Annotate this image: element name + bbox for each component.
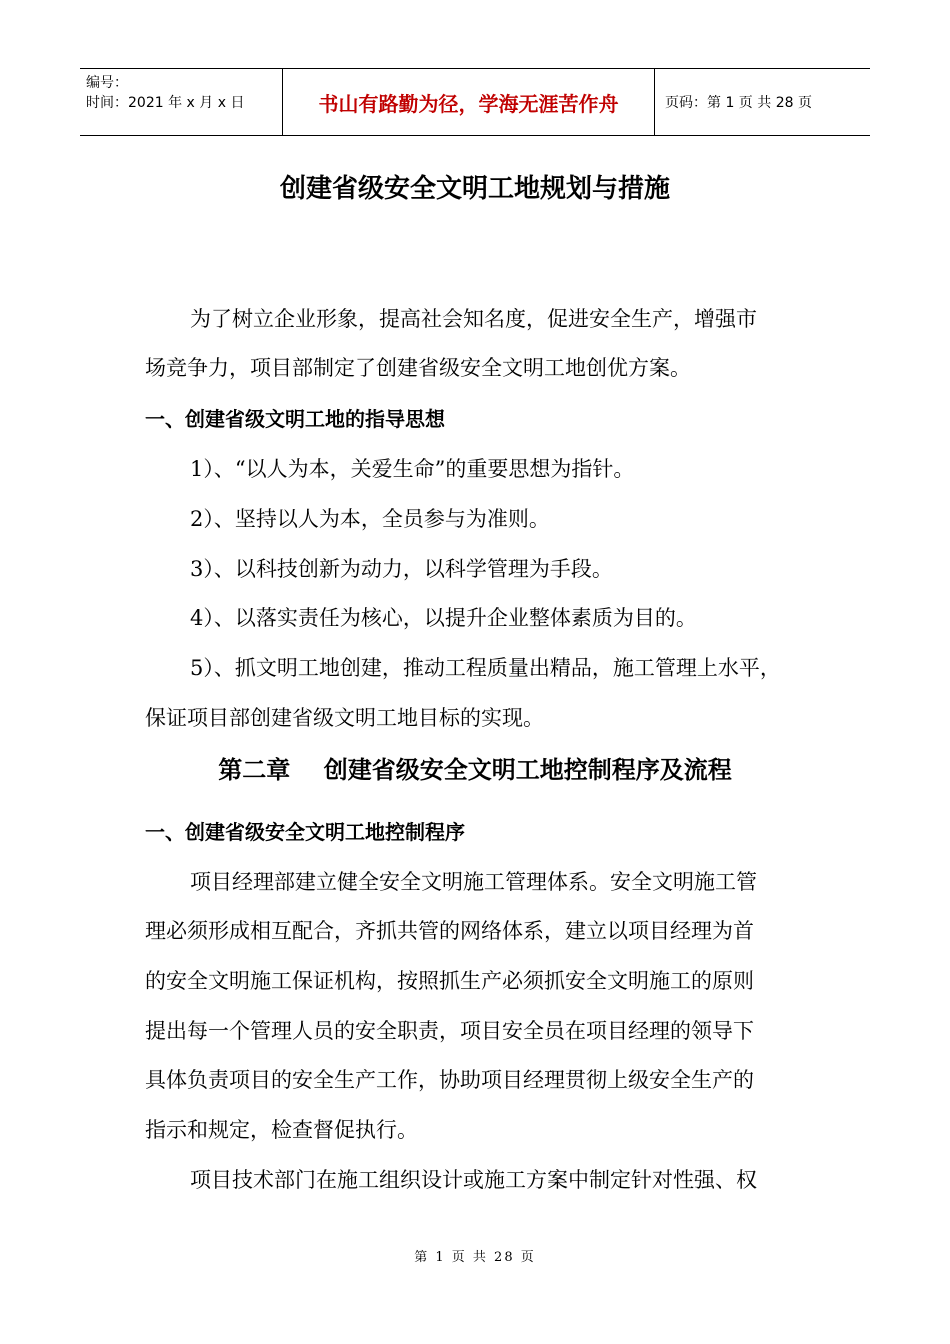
paragraph1-line-1: 项目经理部建立健全安全文明施工管理体系。安全文明施工管 [190,870,757,894]
document-header [80,68,870,136]
number-label: 编号： [86,75,128,91]
list-item-5-line-2: 保证项目部创建省级文明工地目标的实现。 [145,706,544,730]
list-item-1: 1）、“以人为本，关爱生命”的重要思想为指针。 [190,457,635,481]
header-motto: 书山有路勤为径，学海无涯苦作舟 [282,69,655,135]
list-item-2: 2）、坚持以人为本，全员参与为准则。 [190,507,550,531]
date-label: 时间：2021 年 x 月 x 日 [86,95,245,111]
intro-line-1: 为了树立企业形象，提高社会知名度，促进安全生产，增强市 [190,307,757,331]
paragraph1-line-6: 指示和规定，检查督促执行。 [145,1118,418,1142]
header-meta [80,69,282,135]
section1-heading: 一、创建省级文明工地的指导思想 [145,407,445,431]
chapter2-title: 第二章 创建省级安全文明工地控制程序及流程 [218,756,732,784]
paragraph1-line-3: 的安全文明施工保证机构，按照抓生产必须抓安全文明施工的原则 [145,969,754,993]
page-footer: 第 1 页 共 28 页 [414,1250,536,1265]
paragraph1-line-2: 理必须形成相互配合，齐抓共管的网络体系，建立以项目经理为首 [145,919,754,943]
section2-heading: 一、创建省级安全文明工地控制程序 [145,820,465,844]
header-page-label: 页码：第 1 页 共 28 页 [665,95,812,111]
list-item-5-line-1: 5）、抓文明工地创建，推动工程质量出精品，施工管理上水平， [190,656,781,680]
list-item-4: 4）、以落实责任为核心，以提升企业整体素质为目的。 [190,606,697,630]
intro-line-2: 场竞争力，项目部制定了创建省级安全文明工地创优方案。 [145,356,691,380]
paragraph2-line-1: 项目技术部门在施工组织设计或施工方案中制定针对性强、权 [190,1168,757,1192]
list-item-3: 3）、以科技创新为动力，以科学管理为手段。 [190,557,613,581]
document-title: 创建省级安全文明工地规划与措施 [279,174,670,204]
paragraph1-line-5: 具体负责项目的安全生产工作，协助项目经理贯彻上级安全生产的 [145,1068,754,1092]
paragraph1-line-4: 提出每一个管理人员的安全职责，项目安全员在项目经理的领导下 [145,1019,754,1043]
